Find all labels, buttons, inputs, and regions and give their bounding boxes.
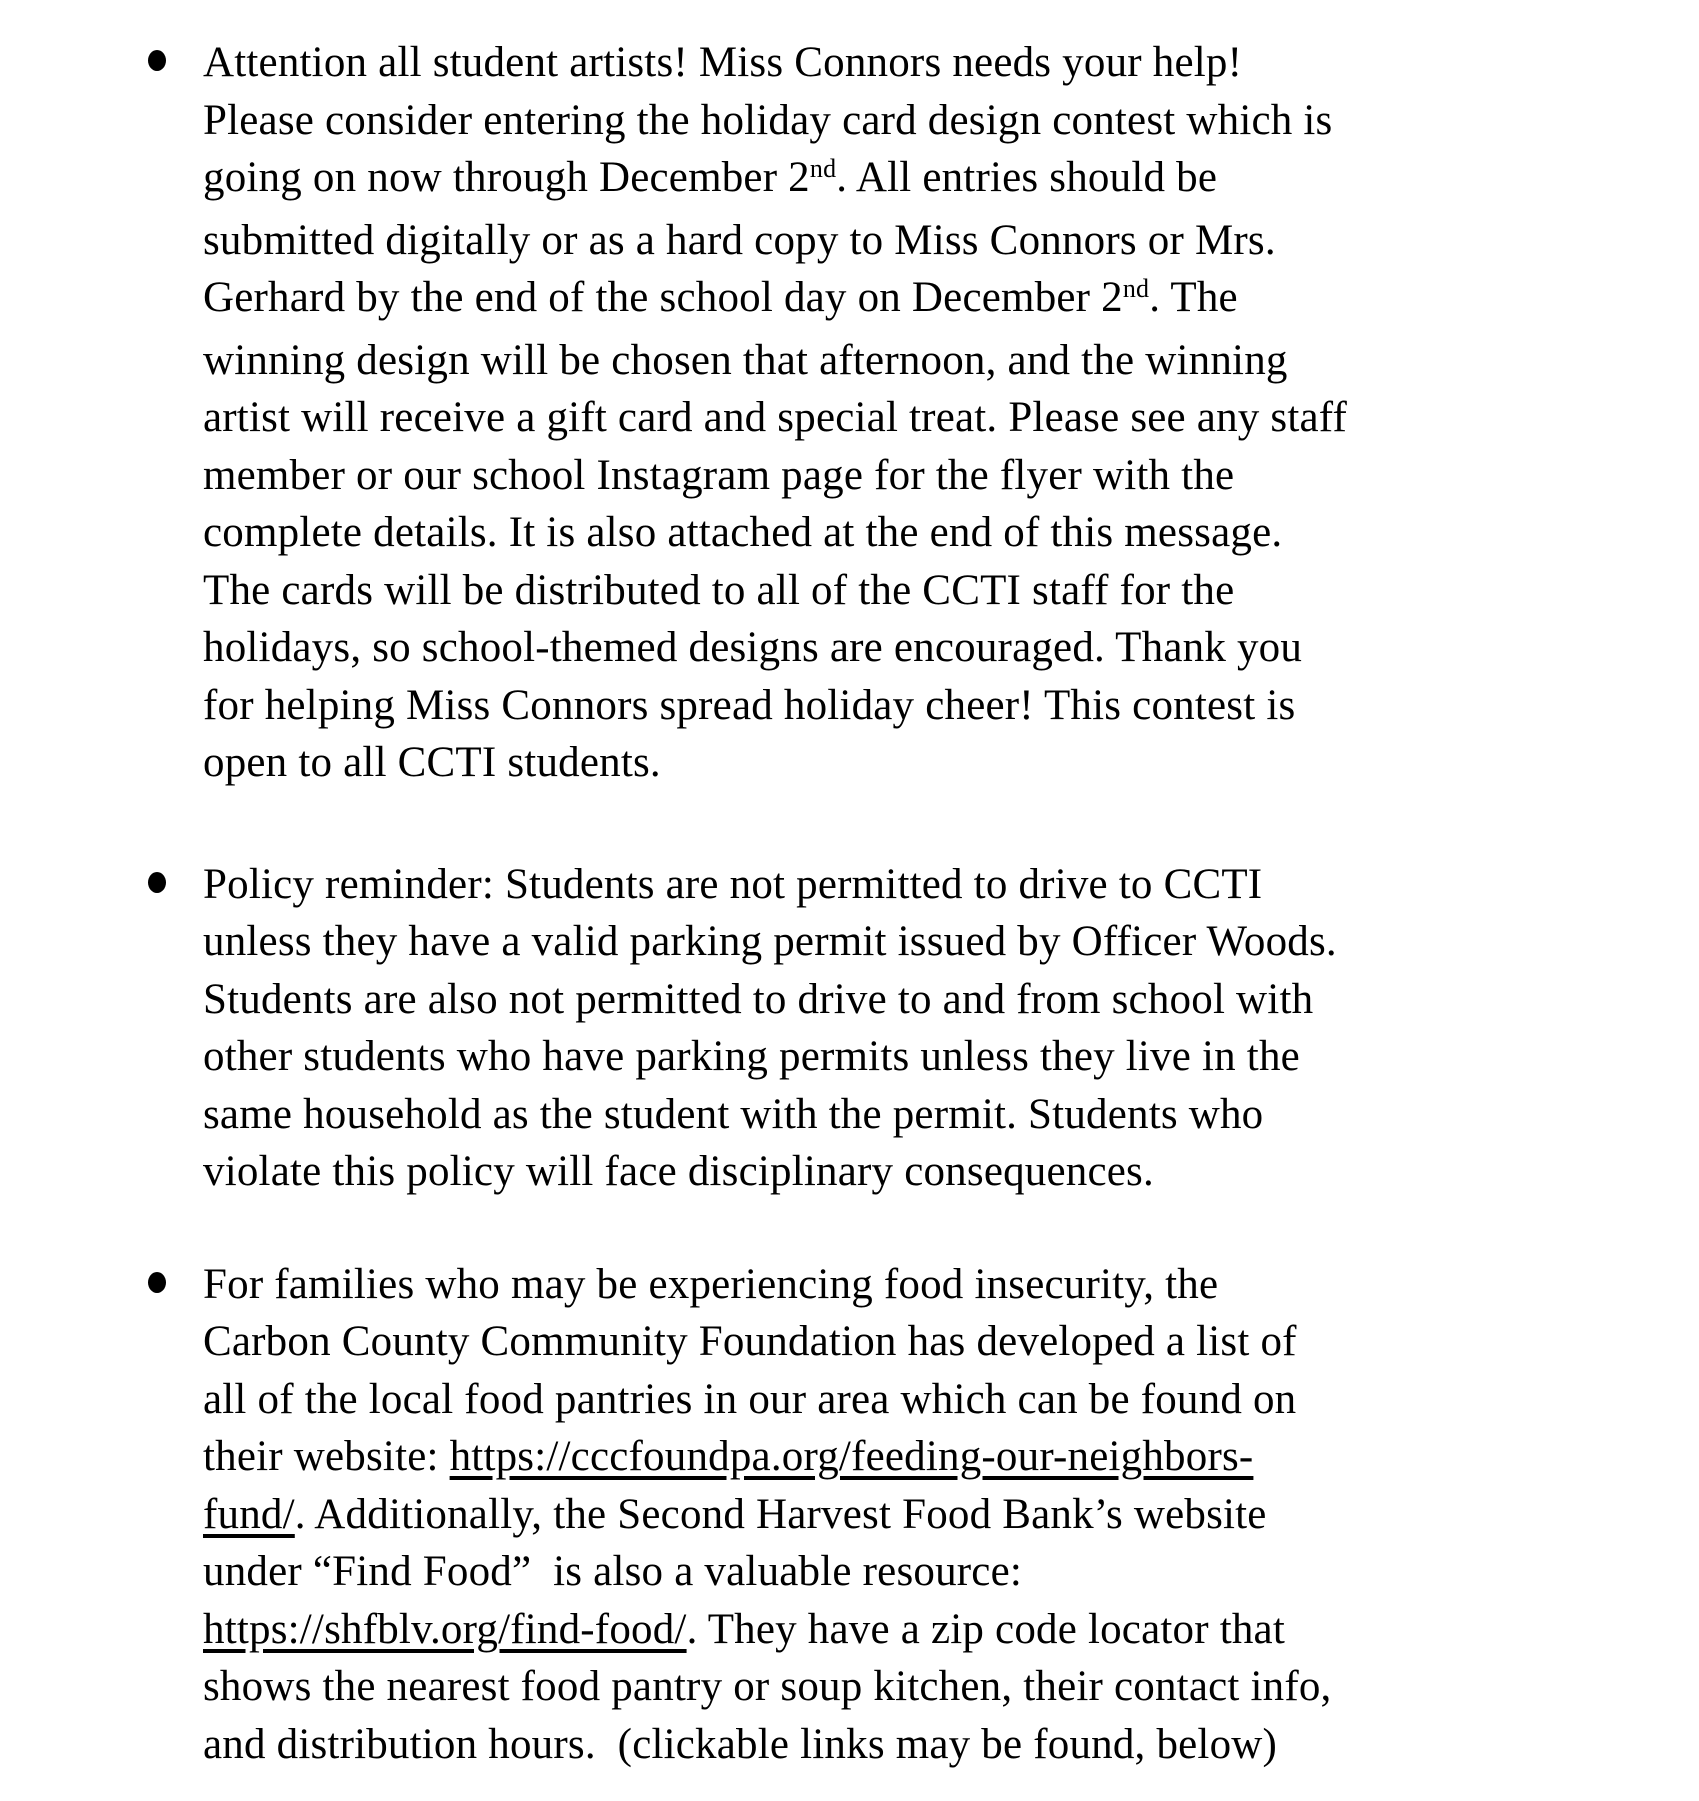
text-segment: . The <box>1149 274 1238 321</box>
bullet-marker-icon <box>148 50 166 71</box>
text-segment: For families who may be experiencing food insecurity, the <box>203 1260 1219 1308</box>
text-segment: same household as the student with the permit. Students who <box>203 1090 1264 1138</box>
text-segment: holidays, so school-themed designs are encouraged. Thank you <box>203 624 1303 671</box>
text-line <box>203 1371 1699 1429</box>
text-line <box>203 34 1699 92</box>
text-segment: . All entries should be <box>836 154 1218 201</box>
text-segment: . Additionally, the Second Harvest Food Bank’s website <box>294 1490 1267 1538</box>
text-line <box>203 856 1699 914</box>
text-line <box>203 389 1699 447</box>
document-body <box>0 34 1699 1773</box>
text-line <box>203 677 1699 735</box>
text-segment: submitted digitally or as a hard copy to Miss Connors or Mrs. <box>203 216 1276 264</box>
text-segment: Carbon County Community Foundation has developed a list of <box>203 1318 1297 1365</box>
text-line <box>203 269 1699 332</box>
text-segment: artist will receive a gift card and special treat. Please see any staff <box>203 394 1348 441</box>
text-segment: under “Find Food” is also a valuable resource: <box>203 1548 1023 1595</box>
text-line <box>203 734 1699 792</box>
text-line <box>203 1486 1699 1544</box>
bullet-item <box>0 856 1699 1201</box>
text-segment: unless they have a valid parking permit issued by Officer Woods. <box>203 918 1337 965</box>
text-line <box>203 1428 1699 1486</box>
text-line <box>203 149 1699 212</box>
text-segment: winning design will be chosen that afternoon, and the winning <box>203 336 1288 384</box>
text-line <box>203 332 1699 390</box>
text-line <box>203 212 1699 270</box>
text-line <box>203 504 1699 562</box>
text-segment: shows the nearest food pantry or soup kitchen, their contact info, <box>203 1663 1332 1710</box>
text-line <box>203 1658 1699 1716</box>
text-segment: open to all CCTI students. <box>203 739 661 786</box>
text-segment: their website: <box>203 1433 450 1480</box>
text-segment: Please consider entering the holiday card design contest which is <box>203 96 1333 144</box>
bullet-item <box>0 34 1699 792</box>
text-line <box>203 1028 1699 1086</box>
text-segment: complete details. It is also attached at the end of this message. <box>203 509 1283 556</box>
text-line <box>203 1543 1699 1601</box>
text-segment: other students who have parking permits unless they live in the <box>203 1033 1300 1080</box>
text-line <box>203 562 1699 620</box>
link-cccfoundpa-fund[interactable]: fund/ <box>203 1490 295 1538</box>
text-segment: The cards will be distributed to all of the CCTI staff for the <box>203 566 1235 614</box>
text-segment: Policy reminder: Students are not permitted to drive to CCTI <box>203 860 1263 908</box>
text-segment: all of the local food pantries in our area which can be found on <box>203 1375 1297 1423</box>
text-segment: violate this policy will face disciplinary consequences. <box>203 1148 1154 1195</box>
link-cccfoundpa[interactable]: https://cccfoundpa.org/feeding-our-neighbors- <box>449 1433 1254 1480</box>
text-line <box>203 92 1699 150</box>
text-line <box>203 1601 1699 1659</box>
text-segment: for helping Miss Connors spread holiday cheer! This contest is <box>203 681 1296 729</box>
text-line <box>203 1086 1699 1144</box>
ordinal-superscript: nd <box>1122 274 1150 303</box>
text-line <box>203 913 1699 971</box>
text-segment: . They have a zip code locator that <box>686 1605 1285 1653</box>
bullet-marker-icon <box>148 872 166 893</box>
text-line <box>203 1716 1699 1774</box>
text-line <box>203 1143 1699 1201</box>
text-segment: and distribution hours. (clickable links may be found, below) <box>203 1720 1278 1768</box>
text-line <box>203 971 1699 1029</box>
bullet-marker-icon <box>148 1272 166 1293</box>
bullet-item <box>0 1256 1699 1774</box>
text-segment: going on now through December 2 <box>203 154 810 201</box>
text-segment: Gerhard by the end of the school day on December 2 <box>203 274 1123 321</box>
text-segment: Attention all student artists! Miss Connors needs your help! <box>203 39 1243 86</box>
ordinal-superscript: nd <box>809 154 837 183</box>
link-shfblv[interactable]: https://shfblv.org/find-food/ <box>203 1605 687 1653</box>
text-segment: member or our school Instagram page for the flyer with the <box>203 451 1235 499</box>
text-line <box>203 447 1699 505</box>
text-segment: Students are also not permitted to drive to and from school with <box>203 975 1314 1023</box>
text-line <box>203 619 1699 677</box>
text-line <box>203 1256 1699 1314</box>
text-line <box>203 1313 1699 1371</box>
